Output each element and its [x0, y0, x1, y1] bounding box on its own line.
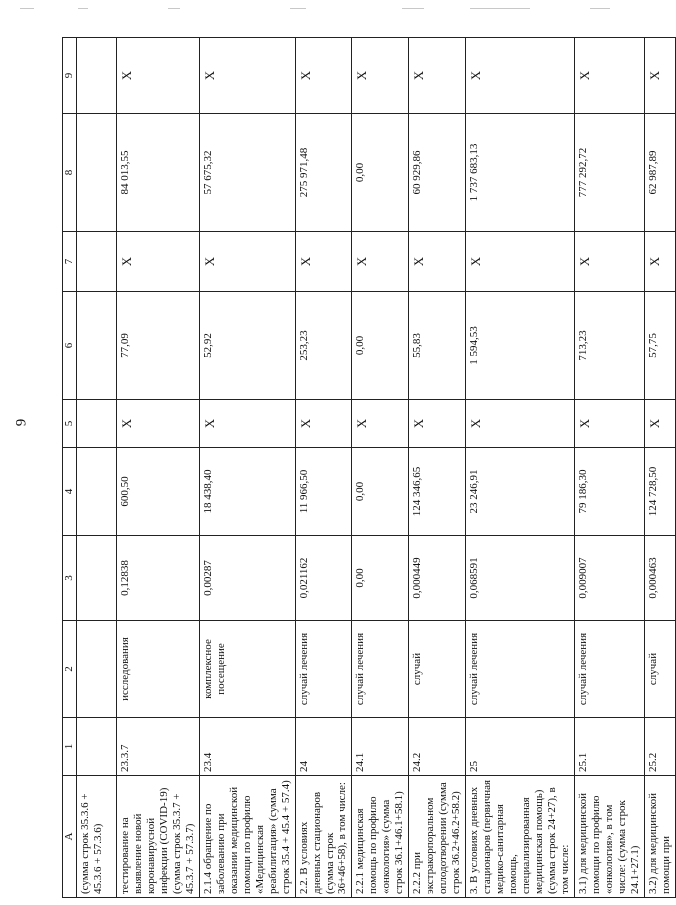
- value-cell: 0,000449: [409, 536, 466, 621]
- value-cell: X: [352, 400, 409, 448]
- value-cell: 253,23: [295, 292, 352, 400]
- value-cell: 0,021162: [295, 536, 352, 621]
- row-description: 3.1) для медицинской помощи по профилю «онкология», в том числе: (сумма строк 24.1+27.1): [574, 776, 644, 898]
- value-cell: X: [466, 232, 575, 292]
- value-cell: 23 246,91: [466, 448, 575, 536]
- rotated-table-container: [62, 38, 672, 898]
- value-cell: 275 971,48: [295, 114, 352, 232]
- value-cell: 777 292,72: [574, 114, 644, 232]
- value-cell: [76, 38, 116, 114]
- value-cell: 55,83: [409, 292, 466, 400]
- value-cell: X: [295, 400, 352, 448]
- value-cell: 18 438,40: [199, 448, 295, 536]
- data-table: [62, 37, 676, 898]
- value-cell: 1 737 683,13: [466, 114, 575, 232]
- table-row: [409, 38, 466, 898]
- value-cell: 79 186,30: [574, 448, 644, 536]
- value-cell: 84 013,55: [116, 114, 199, 232]
- column-header: 3: [63, 536, 77, 621]
- value-cell: 0,00: [352, 536, 409, 621]
- row-description: 3. В условиях дневных стационаров (первичная медико-санитарная помощь, специализированная медицинская помощь) (сумма строк 24+27), в том числе:: [466, 776, 575, 898]
- column-header: 4: [63, 448, 77, 536]
- value-cell: X: [199, 38, 295, 114]
- table-row: [644, 38, 675, 898]
- value-cell: 57 675,32: [199, 114, 295, 232]
- unit-cell: случай: [409, 621, 466, 718]
- table-row: [352, 38, 409, 898]
- value-cell: 713,23: [574, 292, 644, 400]
- row-number: 25.1: [574, 718, 644, 776]
- unit-cell: случай лечения: [466, 621, 575, 718]
- value-cell: [76, 114, 116, 232]
- value-cell: X: [199, 400, 295, 448]
- value-cell: 600,50: [116, 448, 199, 536]
- table-row: [199, 38, 295, 898]
- unit-cell: комплексное посещение: [199, 621, 295, 718]
- value-cell: 57,75: [644, 292, 675, 400]
- value-cell: X: [295, 232, 352, 292]
- value-cell: X: [574, 400, 644, 448]
- column-header: A: [63, 776, 77, 898]
- scan-artifact-top: [0, 0, 640, 20]
- row-description: 2.1.4 обращение по заболеванию при оказании медицинской помощи по профилю «Медицинская реабилитация» (сумма строк 35.4 + 45.4 + 57.4): [199, 776, 295, 898]
- row-number: 23.3.7: [116, 718, 199, 776]
- value-cell: X: [409, 232, 466, 292]
- row-description: (сумма строк 35.3.6 + 45.3.6 + 57.3.6): [76, 776, 116, 898]
- column-header: 9: [63, 38, 77, 114]
- value-cell: X: [199, 232, 295, 292]
- value-cell: 0,12838: [116, 536, 199, 621]
- row-number: [76, 718, 116, 776]
- column-header: 8: [63, 114, 77, 232]
- value-cell: 62 987,89: [644, 114, 675, 232]
- value-cell: X: [466, 38, 575, 114]
- value-cell: 0,00287: [199, 536, 295, 621]
- unit-cell: случай: [644, 621, 675, 718]
- value-cell: X: [352, 232, 409, 292]
- value-cell: 1 594,53: [466, 292, 575, 400]
- row-number: 25.2: [644, 718, 675, 776]
- table-row: [574, 38, 644, 898]
- table-row: [295, 38, 352, 898]
- value-cell: 124 728,50: [644, 448, 675, 536]
- value-cell: X: [644, 400, 675, 448]
- value-cell: [76, 292, 116, 400]
- unit-cell: случай лечения: [295, 621, 352, 718]
- value-cell: X: [116, 232, 199, 292]
- value-cell: [76, 536, 116, 621]
- value-cell: 52,92: [199, 292, 295, 400]
- value-cell: X: [352, 38, 409, 114]
- table-row: [466, 38, 575, 898]
- value-cell: 0,009007: [574, 536, 644, 621]
- unit-cell: исследования: [116, 621, 199, 718]
- value-cell: X: [295, 38, 352, 114]
- row-description: тестирование на выявление новой коронавирусной инфекции (COVID-19) (сумма строк 35.3.7 + 45.3.7 + 57.3.7): [116, 776, 199, 898]
- page-number: 9: [13, 418, 30, 427]
- column-header: 2: [63, 621, 77, 718]
- table-header-row: [63, 38, 77, 898]
- value-cell: X: [644, 38, 675, 114]
- unit-cell: случай лечения: [574, 621, 644, 718]
- value-cell: X: [644, 232, 675, 292]
- value-cell: X: [116, 38, 199, 114]
- column-header: 1: [63, 718, 77, 776]
- value-cell: X: [409, 38, 466, 114]
- value-cell: 0,00: [352, 292, 409, 400]
- value-cell: [76, 400, 116, 448]
- value-cell: 0,000463: [644, 536, 675, 621]
- row-description: 2.2.1 медицинская помощь по профилю «онкология» (сумма строк 36.1+46.1+58.1): [352, 776, 409, 898]
- table-row: [76, 38, 116, 898]
- value-cell: 0,068591: [466, 536, 575, 621]
- value-cell: X: [574, 38, 644, 114]
- value-cell: 124 346,65: [409, 448, 466, 536]
- column-header: 6: [63, 292, 77, 400]
- value-cell: 0,00: [352, 114, 409, 232]
- row-number: 24.1: [352, 718, 409, 776]
- unit-cell: случай лечения: [352, 621, 409, 718]
- row-description: 2.2. В условиях дневных стационаров (сумма строк 36+46+58), в том числе:: [295, 776, 352, 898]
- row-description: 3.2) для медицинской помощи при: [644, 776, 675, 898]
- row-number: 24: [295, 718, 352, 776]
- row-number: 23.4: [199, 718, 295, 776]
- value-cell: 60 929,86: [409, 114, 466, 232]
- value-cell: X: [409, 400, 466, 448]
- value-cell: 11 966,50: [295, 448, 352, 536]
- row-number: 24.2: [409, 718, 466, 776]
- row-number: 25: [466, 718, 575, 776]
- value-cell: 77,09: [116, 292, 199, 400]
- table-row: [116, 38, 199, 898]
- unit-cell: [76, 621, 116, 718]
- column-header: 7: [63, 232, 77, 292]
- value-cell: [76, 232, 116, 292]
- value-cell: 0,00: [352, 448, 409, 536]
- value-cell: X: [116, 400, 199, 448]
- value-cell: X: [574, 232, 644, 292]
- value-cell: [76, 448, 116, 536]
- column-header: 5: [63, 400, 77, 448]
- value-cell: X: [466, 400, 575, 448]
- row-description: 2.2.2 при экстракорпоральном оплодотворении (сумма строк 36.2+46.2+58.2): [409, 776, 466, 898]
